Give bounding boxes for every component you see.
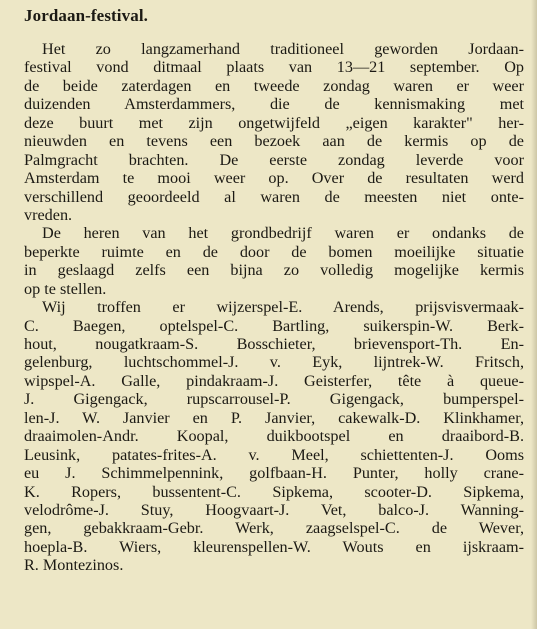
text-line: eu J. Schimmelpennink, golfbaan-H. Punter, holly crane-: [24, 464, 524, 483]
text-line: wipspel-A. Galle, pindakraam-J. Geisterfer, tête à queue-: [24, 371, 524, 390]
text-line: De heren van het grondbedrijf waren er ondanks de: [42, 224, 524, 243]
text-line: duizenden Amsterdammers, die de kennismaking met: [24, 95, 524, 114]
text-line: hout, nougatkraam-S. Bosschieter, brievensport-Th. En-: [24, 335, 524, 353]
text-line: Palmgracht brachten. De eerste zondag leverde voor: [24, 150, 524, 169]
text-line: Amsterdam te mooi weer op. Over de resultaten werd: [24, 169, 524, 188]
text-line: beperkte ruimte en de door de bomen moeilijke situatie: [24, 242, 524, 261]
paragraph: [24, 298, 524, 575]
text-line: op te stellen.: [24, 279, 107, 298]
text-line: gen, gebakkraam-Gebr. Werk, zaagselspel-C. de Wever,: [24, 519, 524, 538]
paragraph: [24, 40, 524, 224]
text-line: verschillend geoordeeld al waren de meesten niet onte-: [24, 187, 524, 206]
text-line: velodrôme-J. Stuy, Hoogvaart-J. Vet, balco-J. Wanning-: [24, 500, 524, 519]
text-line: in geslaagd zelfs een bijna zo volledig mogelijke kermis: [24, 261, 524, 280]
text-line: hoepla-B. Wiers, kleurenspellen-W. Wouts en ijskraam-: [24, 537, 524, 556]
text-line: de beide zaterdagen en tweede zondag waren er weer: [24, 76, 524, 95]
article-body: [24, 40, 524, 575]
text-line: vreden.: [24, 205, 73, 224]
page-edge-shadow: [531, 0, 537, 629]
text-line: draaimolen-Andr. Koopal, duikbootspel en draaibord-B.: [24, 427, 524, 446]
text-line: nieuwden en tevens een bezoek aan de kermis op de: [24, 132, 524, 151]
text-line: deze buurt met zijn ongetwijfeld „eigen karakter" her-: [24, 113, 524, 132]
text-line: K. Ropers, bussentent-C. Sipkema, scooter-D. Sipkema,: [24, 482, 524, 501]
text-line: Wij troffen er wijzerspel-E. Arends, prijsvisvermaak-: [42, 298, 524, 317]
text-line: J. Gigengack, rupscarrousel-P. Gigengack, bumperspel-: [24, 390, 524, 409]
text-line: len-J. W. Janvier en P. Janvier, cakewalk-D. Klinkhamer,: [24, 408, 524, 427]
paragraph: [24, 224, 524, 298]
text-line: R. Montezinos.: [24, 556, 124, 575]
text-line: festival vond ditmaal plaats van 13—21 september. Op: [24, 58, 524, 77]
text-line: gelenburg, luchtschommel-J. v. Eyk, lijntrek-W. Fritsch,: [24, 353, 524, 372]
text-line: C. Baegen, optelspel-C. Bartling, suikerspin-W. Berk-: [24, 316, 524, 335]
text-line: Het zo langzamerhand traditioneel geworden Jordaan-: [42, 40, 524, 58]
article-heading: Jordaan-festival.: [24, 6, 148, 25]
text-line: Leusink, patates-frites-A. v. Meel, schiettenten-J. Ooms: [24, 445, 524, 464]
